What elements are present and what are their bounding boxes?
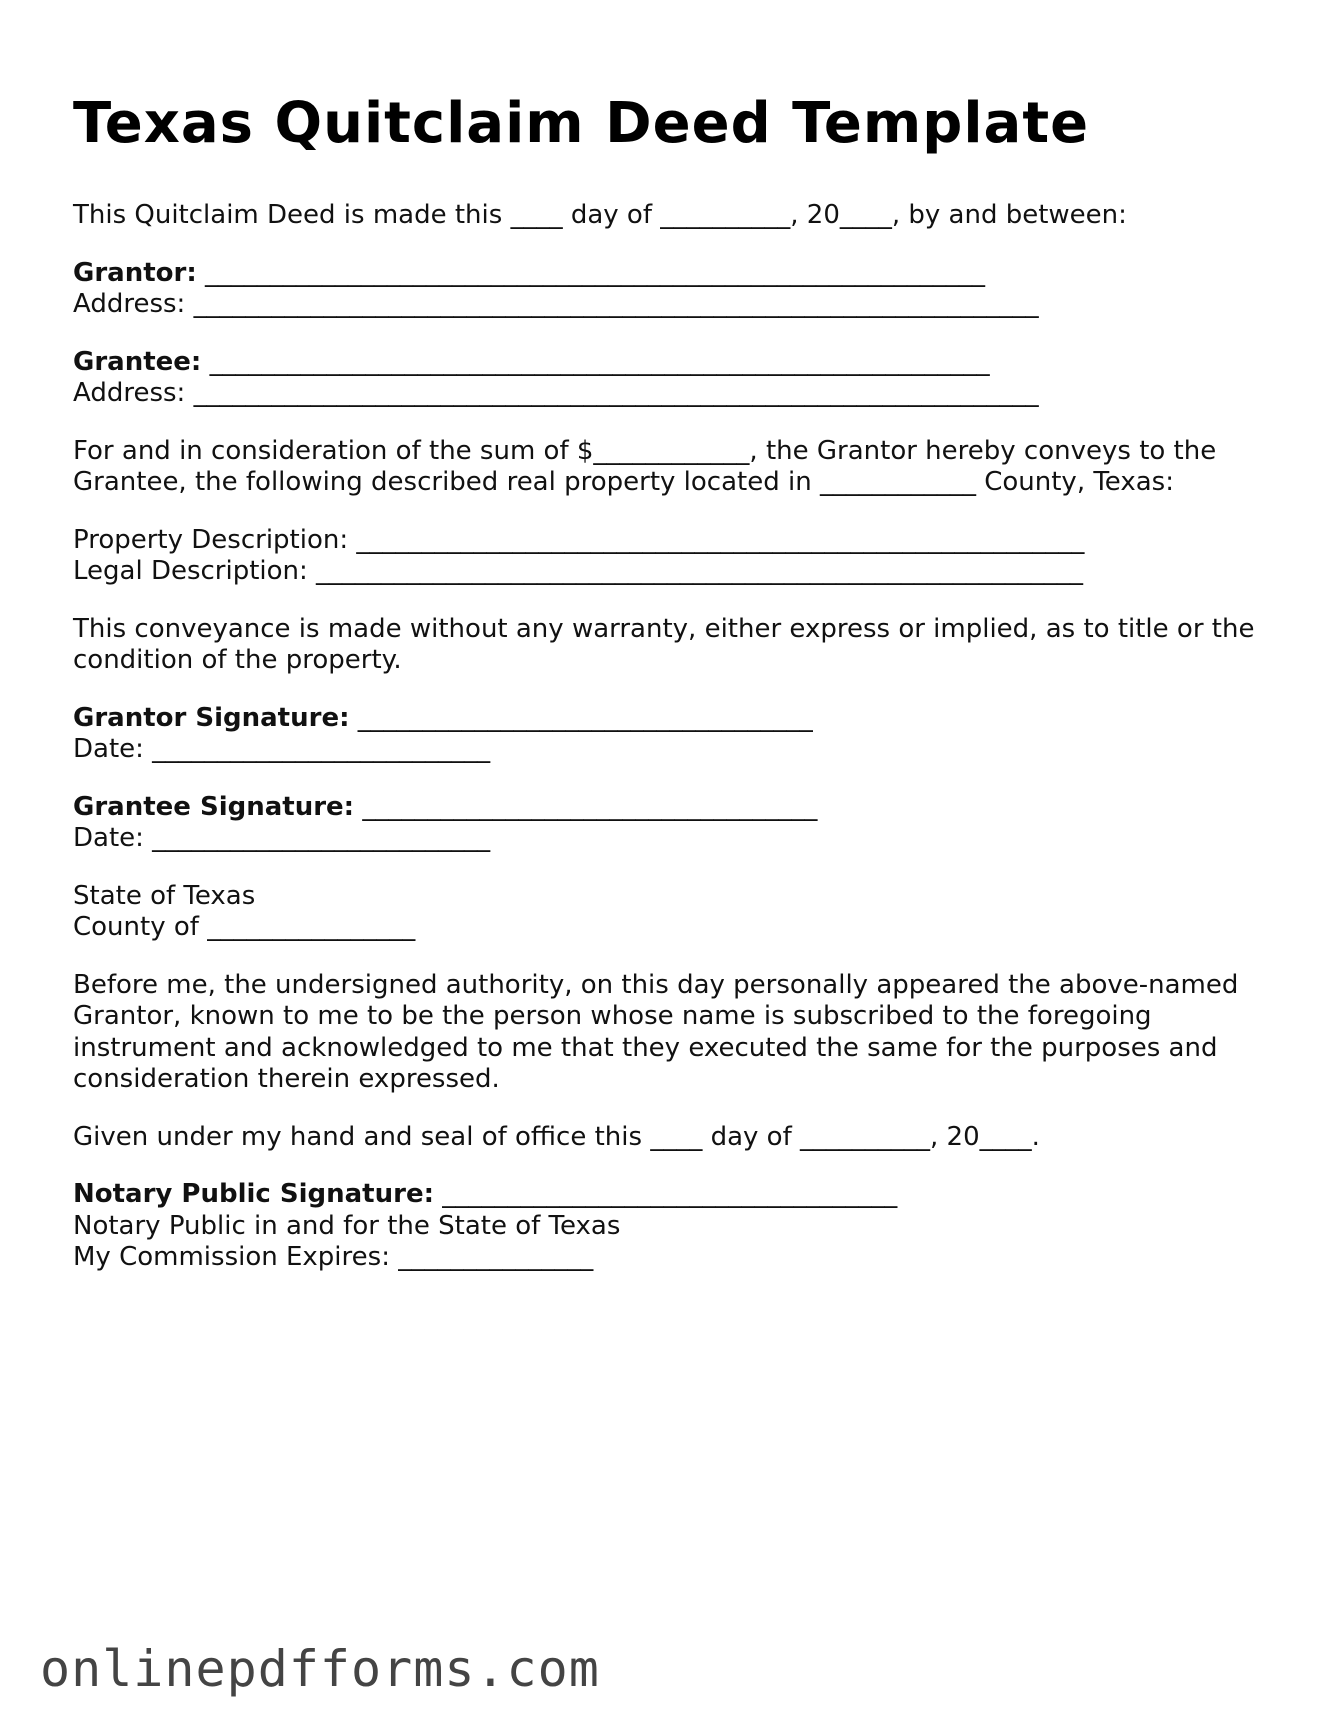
grantee-address: Address: _________________________________________________________________	[73, 378, 1039, 408]
notary-signature-line	[73, 1179, 1273, 1211]
grantor-signature-blank: ___________________________________	[357, 702, 813, 733]
property-section	[73, 525, 1273, 588]
acknowledgment-text: Before me, the undersigned authority, on this day personally appeared the above-named Grantor, known to me to be the person whose name is subscribed to the foregoing instrument and acknowledged to me that they executed the same for the purposes and consideration therein expressed.	[73, 969, 1239, 1094]
intro-paragraph	[73, 200, 1273, 232]
grantee-section	[73, 347, 1273, 410]
legal-description: Legal Description: ___________________________________________________________	[73, 556, 1084, 586]
grantee-label: Grantee:	[73, 346, 202, 377]
grantee-signature-blank: ___________________________________	[362, 791, 818, 822]
consideration-paragraph	[73, 436, 1273, 499]
venue-state: State of Texas	[73, 880, 256, 911]
grantee-line	[73, 347, 1273, 379]
given-text: Given under my hand and seal of office this ____ day of __________, 20____.	[73, 1121, 1040, 1152]
grantee-signature-section	[73, 792, 1273, 855]
property-description: Property Description: ________________________________________________________	[73, 524, 1085, 555]
warranty-text: This conveyance is made without any warranty, either express or implied, as to title or the condition of the property.	[73, 613, 1255, 675]
grantor-label: Grantor:	[73, 257, 197, 288]
acknowledgment-paragraph	[73, 970, 1273, 1096]
grantee-signature-line	[73, 792, 1273, 824]
venue-county: County of ________________	[73, 912, 416, 942]
given-paragraph	[73, 1122, 1273, 1154]
grantor-signature-line	[73, 703, 1273, 735]
grantor-signature-label: Grantor Signature:	[73, 702, 350, 733]
warranty-paragraph	[73, 614, 1273, 677]
grantor-address: Address: _________________________________________________________________	[73, 289, 1039, 319]
notary-section	[73, 1179, 1273, 1274]
consideration-text: For and in consideration of the sum of $____________, the Grantor hereby conveys to the Grantee, the following described real property located in ____________ County, Texas:	[73, 435, 1217, 497]
grantor-line	[73, 258, 1273, 290]
grantor-signature-date: Date: __________________________	[73, 734, 491, 764]
notary-commission-line: My Commission Expires: _______________	[73, 1242, 594, 1272]
grantor-name-blank: ____________________________________________________________	[205, 257, 985, 288]
intro-text: This Quitclaim Deed is made this ____ day of __________, 20____, by and between:	[73, 200, 1127, 230]
grantee-name-blank: ____________________________________________________________	[209, 346, 990, 377]
grantee-signature-label: Grantee Signature:	[73, 791, 355, 822]
notary-signature-blank: ___________________________________	[442, 1179, 898, 1209]
grantee-signature-date: Date: __________________________	[73, 823, 491, 853]
venue-section	[73, 881, 1273, 944]
watermark-text: onlinepdfforms.com	[40, 1640, 600, 1698]
document-page	[73, 88, 1273, 1300]
grantor-section	[73, 258, 1273, 321]
notary-signature-label: Notary Public Signature:	[73, 1179, 434, 1209]
grantor-signature-section	[73, 703, 1273, 766]
notary-state-line: Notary Public in and for the State of Texas	[73, 1210, 621, 1241]
document-title: Texas Quitclaim Deed Template	[73, 91, 1090, 156]
